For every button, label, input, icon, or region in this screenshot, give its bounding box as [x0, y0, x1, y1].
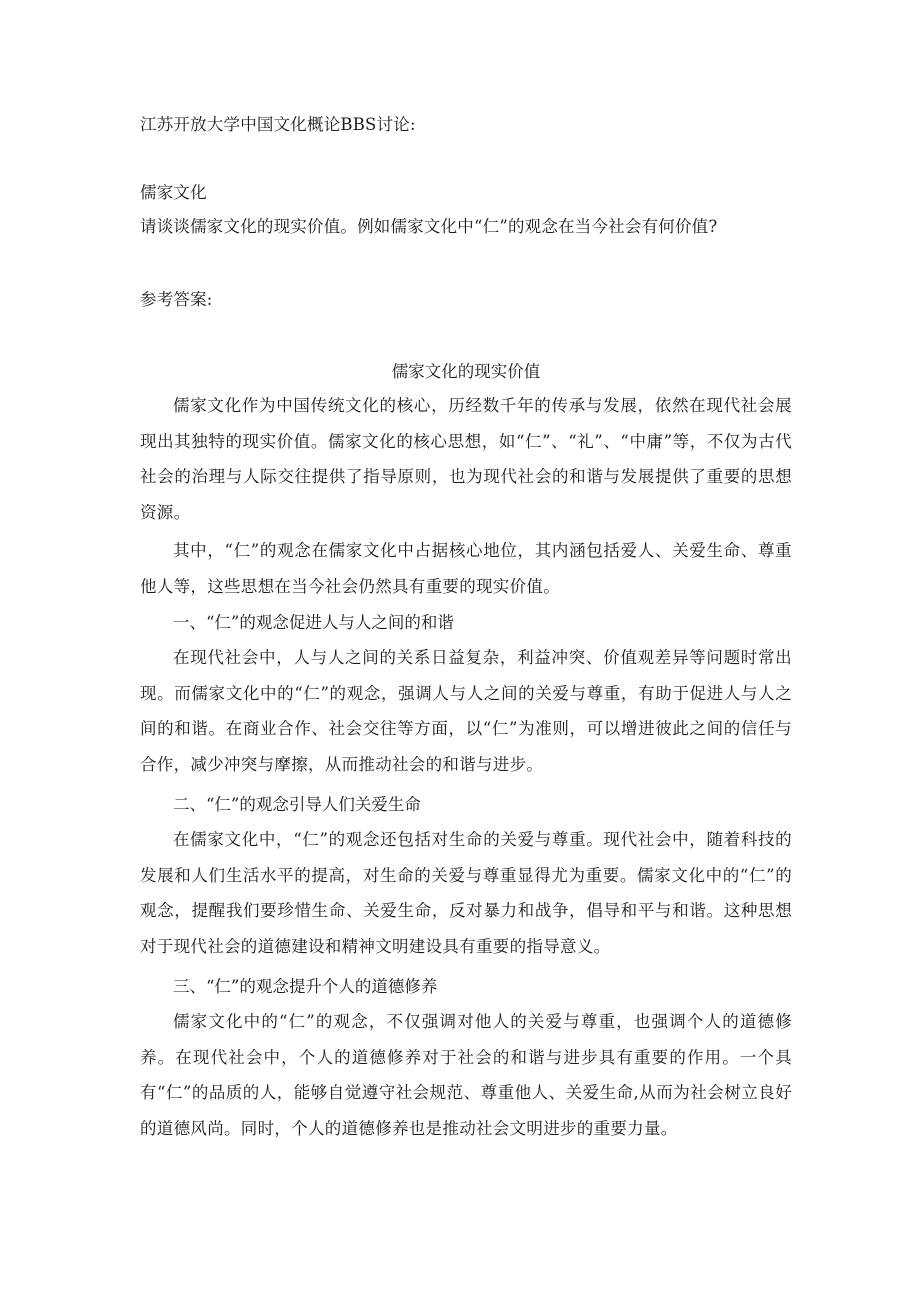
section-3-body: 儒家文化中的“仁”的观念，不仅强调对他人的关爱与尊重，也强调个人的道德修养。在现代社会中，个人的道德修养对于社会的和谐与进步具有重要的作用。一个具有“仁”的品质的人，能够自觉遵守社会规范、尊重他人、关爱生命,从而为社会树立良好的道德风尚。同时，个人的道德修养也是推动社会文明进步的重要力量。 [140, 1012, 792, 1138]
section-2-heading: 二、“仁”的观念引导人们关爱生命 [173, 795, 421, 814]
answer-title: 儒家文化的现实价值 [391, 362, 541, 381]
section-1-body: 在现代社会中，人与人之间的关系日益复杂，利益冲突、价值观差异等问题时常出现。而儒家文化中的“仁”的观念，强调人与人之间的关爱与尊重，有助于促进人与人之间的和谐。在商业合作、社会交往等方面，以“仁”为准则，可以增进彼此之间的信任与合作，减少冲突与摩擦，从而推动社会的和谐与进步。 [140, 648, 792, 774]
question-topic: 儒家文化 [140, 183, 207, 202]
section-2-body: 在儒家文化中，“仁”的观念还包括对生命的关爱与尊重。现代社会中，随着科技的发展和人们生活水平的提高，对生命的关爱与尊重显得尤为重要。儒家文化中的“仁”的观念，提醒我们要珍惜生命、关爱生命，反对暴力和战争，倡导和平与和谐。这种思想对于现代社会的道德建设和精神文明建设具有重要的指导意义。 [140, 830, 792, 956]
intro-paragraph-2: 其中，“仁”的观念在儒家文化中占据核心地位，其内涵包括爱人、关爱生命、尊重他人等，这些思想在当今社会仍然具有重要的现实价值。 [140, 541, 792, 596]
course-title: 江苏开放大学中国文化概论BBS讨论: [140, 115, 416, 134]
section-3-heading: 三、“仁”的观念提升个人的道德修养 [173, 977, 438, 996]
answer-label: 参考答案: [140, 290, 213, 309]
intro-paragraph-1: 儒家文化作为中国传统文化的核心，历经数千年的传承与发展，依然在现代社会展现出其独特的现实价值。儒家文化的核心思想，如“仁”、“礼”、“中庸”等，不仅为古代社会的治理与人际交往提供了指导原则，也为现代社会的和谐与发展提供了重要的思想资源。 [140, 396, 792, 522]
section-1-heading: 一、“仁”的观念促进人与人之间的和谐 [173, 613, 454, 632]
question-prompt: 请谈谈儒家文化的现实价值。例如儒家文化中“仁”的观念在当今社会有何价值? [140, 217, 718, 236]
